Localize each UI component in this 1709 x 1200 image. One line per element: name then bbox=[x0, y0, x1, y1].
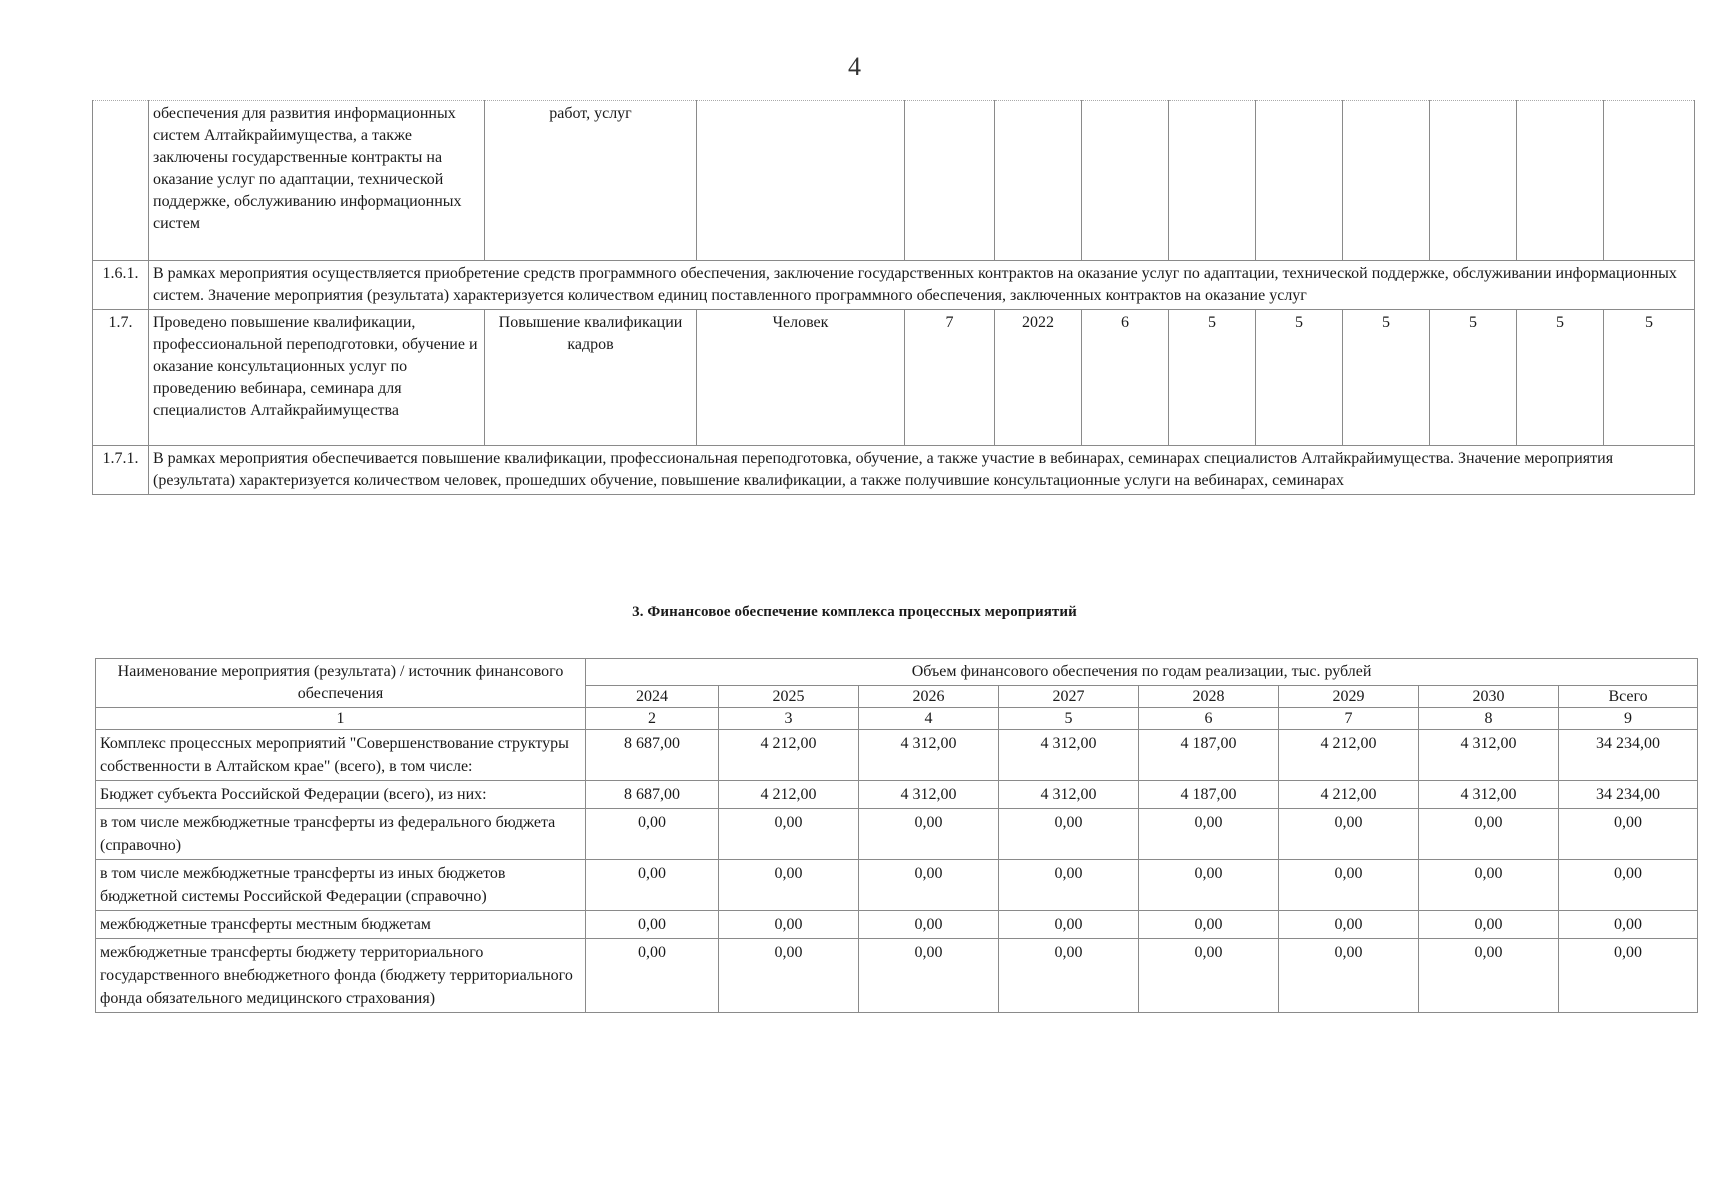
source-label-cell: межбюджетные трансферты бюджету территориального государственного внебюджетного фонда (бюджету территориального фонда обязательного медицинского страхования) bbox=[96, 939, 586, 1013]
empty-cell bbox=[1343, 101, 1430, 261]
value-cell: 0,00 bbox=[1279, 860, 1419, 911]
value-cell: 4 312,00 bbox=[859, 781, 999, 809]
table-row bbox=[96, 730, 1698, 781]
empty-cell bbox=[995, 101, 1082, 261]
value-cell: 4 187,00 bbox=[1139, 730, 1279, 781]
column-number-cell: 9 bbox=[1559, 708, 1698, 730]
table-row bbox=[96, 939, 1698, 1013]
value-cell: 0,00 bbox=[1139, 939, 1279, 1013]
column-number-cell: 7 bbox=[1279, 708, 1419, 730]
row-number-cell: 1.6.1. bbox=[93, 261, 149, 310]
value-cell: 0,00 bbox=[1279, 939, 1419, 1013]
column-number-cell: 6 bbox=[1139, 708, 1279, 730]
year-value-cell: 5 bbox=[1604, 310, 1695, 446]
value-cell: 4 212,00 bbox=[1279, 781, 1419, 809]
value-cell: 0,00 bbox=[1139, 860, 1279, 911]
value-cell: 0,00 bbox=[719, 809, 859, 860]
value-cell: 4 187,00 bbox=[1139, 781, 1279, 809]
table-row-1-6-1 bbox=[93, 261, 1695, 310]
header-name-cell: Наименование мероприятия (результата) / источник финансового обеспечения bbox=[96, 659, 586, 708]
value-cell: 4 312,00 bbox=[999, 781, 1139, 809]
header-row bbox=[96, 659, 1698, 686]
table-row-1-7 bbox=[93, 310, 1695, 446]
value-cell: 4 212,00 bbox=[1279, 730, 1419, 781]
year-header-cell: 2027 bbox=[999, 686, 1139, 708]
base-value-cell: 7 bbox=[905, 310, 995, 446]
results-table bbox=[92, 100, 1695, 495]
source-label-cell: в том числе межбюджетные трансферты из федерального бюджета (справочно) bbox=[96, 809, 586, 860]
result-type-cell: работ, услуг bbox=[485, 101, 697, 261]
value-cell: 0,00 bbox=[1419, 911, 1559, 939]
value-cell: 0,00 bbox=[999, 809, 1139, 860]
year-header-cell: 2025 bbox=[719, 686, 859, 708]
value-cell: 0,00 bbox=[859, 911, 999, 939]
column-number-cell: 5 bbox=[999, 708, 1139, 730]
source-label-cell: в том числе межбюджетные трансферты из иных бюджетов бюджетной системы Российской Федерации (справочно) bbox=[96, 860, 586, 911]
result-name-cell: обеспечения для развития информационных систем Алтайкрайимущества, а также заключены государственные контракты на оказание услуг по адаптации, технической поддержке, обслуживанию информационных систем bbox=[149, 101, 485, 261]
year-value-cell: 5 bbox=[1517, 310, 1604, 446]
total-header-cell: Всего bbox=[1559, 686, 1698, 708]
financial-table bbox=[95, 658, 1698, 1013]
year-value-cell: 5 bbox=[1430, 310, 1517, 446]
header-volume-cell: Объем финансового обеспечения по годам реализации, тыс. рублей bbox=[586, 659, 1698, 686]
empty-cell bbox=[1256, 101, 1343, 261]
empty-cell bbox=[697, 101, 905, 261]
empty-cell bbox=[1604, 101, 1695, 261]
value-cell: 4 212,00 bbox=[719, 781, 859, 809]
value-cell: 0,00 bbox=[1139, 809, 1279, 860]
column-number-cell: 8 bbox=[1419, 708, 1559, 730]
page-number: 4 bbox=[848, 52, 861, 81]
table-row bbox=[96, 860, 1698, 911]
value-cell: 8 687,00 bbox=[586, 781, 719, 809]
empty-cell bbox=[1169, 101, 1256, 261]
year-value-cell: 5 bbox=[1343, 310, 1430, 446]
source-label-cell: Бюджет субъекта Российской Федерации (всего), из них: bbox=[96, 781, 586, 809]
row-number-cell bbox=[93, 101, 149, 261]
empty-cell bbox=[1082, 101, 1169, 261]
value-cell: 8 687,00 bbox=[586, 730, 719, 781]
total-value-cell: 0,00 bbox=[1559, 809, 1698, 860]
empty-cell bbox=[1517, 101, 1604, 261]
value-cell: 0,00 bbox=[719, 860, 859, 911]
value-cell: 4 212,00 bbox=[719, 730, 859, 781]
result-type-cell: Повышение квалификации кадров bbox=[485, 310, 697, 446]
value-cell: 4 312,00 bbox=[1419, 781, 1559, 809]
total-value-cell: 0,00 bbox=[1559, 939, 1698, 1013]
value-cell: 0,00 bbox=[999, 911, 1139, 939]
value-cell: 4 312,00 bbox=[859, 730, 999, 781]
value-cell: 0,00 bbox=[1139, 911, 1279, 939]
value-cell: 0,00 bbox=[586, 911, 719, 939]
total-value-cell: 34 234,00 bbox=[1559, 781, 1698, 809]
base-year-cell: 2022 bbox=[995, 310, 1082, 446]
column-number-cell: 2 bbox=[586, 708, 719, 730]
value-cell: 4 312,00 bbox=[999, 730, 1139, 781]
table-row-continuation bbox=[93, 101, 1695, 261]
value-cell: 0,00 bbox=[1279, 809, 1419, 860]
total-value-cell: 0,00 bbox=[1559, 911, 1698, 939]
column-number-cell: 3 bbox=[719, 708, 859, 730]
table-row bbox=[96, 911, 1698, 939]
value-cell: 0,00 bbox=[586, 809, 719, 860]
year-header-cell: 2026 bbox=[859, 686, 999, 708]
year-header-cell: 2024 bbox=[586, 686, 719, 708]
value-cell: 0,00 bbox=[719, 939, 859, 1013]
column-numbers-row bbox=[96, 708, 1698, 730]
year-value-cell: 5 bbox=[1256, 310, 1343, 446]
year-header-cell: 2028 bbox=[1139, 686, 1279, 708]
value-cell: 0,00 bbox=[999, 860, 1139, 911]
value-cell: 0,00 bbox=[1419, 860, 1559, 911]
row-description-cell: В рамках мероприятия обеспечивается повышение квалификации, профессиональная переподготовка, обучение, а также участие в вебинарах, семинарах специалистов Алтайкрайимущества. Значение мероприятия (результата) характеризуется количеством человек, прошедших обучение, повышение квалификации, а также получившие консультационные услуги на вебинарах, семинарах bbox=[149, 446, 1695, 495]
value-cell: 0,00 bbox=[859, 809, 999, 860]
unit-cell: Человек bbox=[697, 310, 905, 446]
row-number-cell: 1.7.1. bbox=[93, 446, 149, 495]
year-value-cell: 6 bbox=[1082, 310, 1169, 446]
total-value-cell: 34 234,00 bbox=[1559, 730, 1698, 781]
empty-cell bbox=[1430, 101, 1517, 261]
value-cell: 4 312,00 bbox=[1419, 730, 1559, 781]
value-cell: 0,00 bbox=[859, 860, 999, 911]
value-cell: 0,00 bbox=[1279, 911, 1419, 939]
table-row bbox=[96, 809, 1698, 860]
column-number-cell: 4 bbox=[859, 708, 999, 730]
year-value-cell: 5 bbox=[1169, 310, 1256, 446]
table-row bbox=[96, 781, 1698, 809]
column-number-cell: 1 bbox=[96, 708, 586, 730]
value-cell: 0,00 bbox=[999, 939, 1139, 1013]
value-cell: 0,00 bbox=[586, 860, 719, 911]
empty-cell bbox=[905, 101, 995, 261]
row-number-cell: 1.7. bbox=[93, 310, 149, 446]
year-header-cell: 2030 bbox=[1419, 686, 1559, 708]
row-description-cell: В рамках мероприятия осуществляется приобретение средств программного обеспечения, заключение государственных контрактов на оказание услуг по адаптации, технической поддержке, обслуживании информационных систем. Значение мероприятия (результата) характеризуется количеством единиц поставленного программного обеспечения, заключенных контрактов на оказание услуг bbox=[149, 261, 1695, 310]
value-cell: 0,00 bbox=[859, 939, 999, 1013]
value-cell: 0,00 bbox=[719, 911, 859, 939]
total-value-cell: 0,00 bbox=[1559, 860, 1698, 911]
section-title: 3. Финансовое обеспечение комплекса процессных мероприятий bbox=[632, 604, 1077, 620]
value-cell: 0,00 bbox=[1419, 939, 1559, 1013]
result-name-cell: Проведено повышение квалификации, профессиональной переподготовки, обучение и оказание консультационных услуг по проведению вебинара, семинара для специалистов Алтайкрайимущества bbox=[149, 310, 485, 446]
source-label-cell: межбюджетные трансферты местным бюджетам bbox=[96, 911, 586, 939]
table-row-1-7-1 bbox=[93, 446, 1695, 495]
value-cell: 0,00 bbox=[1419, 809, 1559, 860]
year-header-cell: 2029 bbox=[1279, 686, 1419, 708]
source-label-cell: Комплекс процессных мероприятий "Совершенствование структуры собственности в Алтайском крае" (всего), в том числе: bbox=[96, 730, 586, 781]
value-cell: 0,00 bbox=[586, 939, 719, 1013]
